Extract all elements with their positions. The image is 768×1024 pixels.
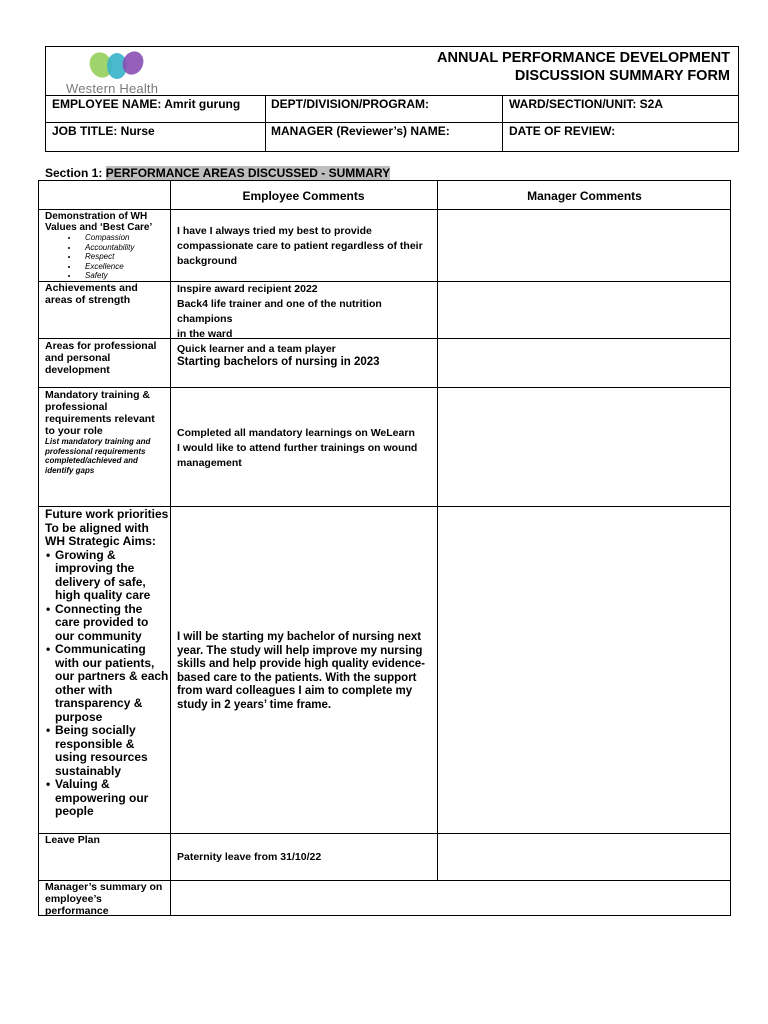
form-title xyxy=(437,49,730,85)
ward-field[interactable]: WARD/SECTION/UNIT: S2A xyxy=(509,97,664,111)
comment-line: I have I always tried my best to provide xyxy=(177,225,372,237)
manager-comment-values[interactable] xyxy=(438,210,731,281)
performance-table xyxy=(38,180,731,916)
value-item: • Compassion xyxy=(79,233,167,243)
employee-comment-leave-plan[interactable]: Paternity leave from 31/10/22 xyxy=(177,851,322,863)
manager-comment-achievements[interactable] xyxy=(438,282,731,338)
row-label-mandatory-training xyxy=(45,389,167,475)
values-list xyxy=(45,233,167,281)
row-label-achievements: Achievements and areas of strength xyxy=(45,282,138,306)
comment-line: Back4 life trainer and one of the nutrition champions xyxy=(177,298,382,325)
form-header xyxy=(45,46,739,152)
comment-line: I would like to attend further trainings on wound xyxy=(177,442,418,454)
row-label-text: Mandatory training & professional requirements relevant to your role xyxy=(45,389,155,437)
comment-line: background xyxy=(177,255,238,267)
manager-comment-future-priorities[interactable] xyxy=(438,507,731,833)
aim-item: • Communicating with our patients, our partners & each other with transparency & purpose xyxy=(55,643,169,724)
strategic-aims-list xyxy=(45,549,169,819)
western-health-logo xyxy=(60,49,170,95)
employee-comment-development[interactable]: Starting bachelors of nursing in 2023 xyxy=(177,356,380,368)
row-sublabel: List mandatory training and professional requirements completed/achieved and identify gaps xyxy=(45,437,151,475)
manager-name-field[interactable]: MANAGER (Reviewer’s) NAME: xyxy=(271,124,450,138)
section-prefix: Section 1: xyxy=(45,166,106,180)
employee-comment-future-priorities[interactable]: I will be starting my bachelor of nursing next year. The study will help improve my nursing skills and help provide high quality evidence-based care to the patients. With the support from ward colleagues I aim to complete my study in 2 years’ time frame. xyxy=(177,631,425,711)
col-divider xyxy=(170,181,171,916)
comment-line: Quick learner and a team player xyxy=(177,343,336,355)
manager-comment-mandatory-training[interactable] xyxy=(438,388,731,506)
aim-item: • Growing & improving the delivery of safe, high quality care xyxy=(55,549,169,603)
aim-item: • Being socially responsible & using resources sustainably xyxy=(55,724,169,778)
divider xyxy=(46,95,738,96)
value-item: • Respect xyxy=(79,252,167,262)
logo-text: Western Health xyxy=(66,81,159,96)
comment-line: management xyxy=(177,457,242,469)
manager-summary-field[interactable] xyxy=(171,881,731,916)
job-title-field[interactable]: JOB TITLE: Nurse xyxy=(52,124,155,138)
comment-line: in the ward xyxy=(177,328,233,340)
dept-field[interactable]: DEPT/DIVISION/PROGRAM: xyxy=(271,97,430,111)
value-item: • Excellence xyxy=(79,262,167,272)
comment-line: Inspire award recipient 2022 xyxy=(177,283,318,295)
form-title-line1: ANNUAL PERFORMANCE DEVELOPMENT xyxy=(437,50,730,66)
date-of-review-field[interactable]: DATE OF REVIEW: xyxy=(509,124,616,138)
manager-comment-development[interactable] xyxy=(438,339,731,387)
manager-comments-heading: Manager Comments xyxy=(527,189,642,203)
row-label-text: Demonstration of WH Values and ‘Best Care’ xyxy=(45,211,153,233)
divider xyxy=(502,95,503,152)
row-label-values xyxy=(45,211,167,281)
employee-name-field[interactable]: EMPLOYEE NAME: Amrit gurung xyxy=(52,97,241,111)
value-item: • Safety xyxy=(79,271,167,281)
employee-comment-mandatory-training[interactable] xyxy=(177,426,432,471)
comment-line: Completed all mandatory learnings on WeLearn xyxy=(177,427,415,439)
manager-comment-leave-plan[interactable] xyxy=(438,834,731,880)
employee-comment-achievements[interactable] xyxy=(177,282,437,357)
row-label-future-priorities xyxy=(45,508,169,819)
row-label-manager-summary: Manager’s summary on employee’s performance xyxy=(45,881,163,917)
employee-comment-values[interactable] xyxy=(177,224,432,269)
row-label-text: Future work priorities To be aligned with WH Strategic Aims: xyxy=(45,507,169,548)
section-heading: PERFORMANCE AREAS DISCUSSED - SUMMARY xyxy=(105,166,391,180)
form-title-line2: DISCUSSION SUMMARY FORM xyxy=(514,68,730,84)
divider xyxy=(265,95,266,152)
aim-item: • Valuing & empowering our people xyxy=(55,778,169,819)
section-title xyxy=(45,166,390,180)
divider xyxy=(46,122,738,123)
employee-comments-heading: Employee Comments xyxy=(242,189,365,203)
aim-item: • Connecting the care provided to our community xyxy=(55,603,169,644)
comment-line: compassionate care to patient regardless of their xyxy=(177,240,423,252)
value-item: • Accountability xyxy=(79,243,167,253)
row-label-leave-plan: Leave Plan xyxy=(45,834,100,846)
row-label-development: Areas for professional and personal development xyxy=(45,340,157,376)
